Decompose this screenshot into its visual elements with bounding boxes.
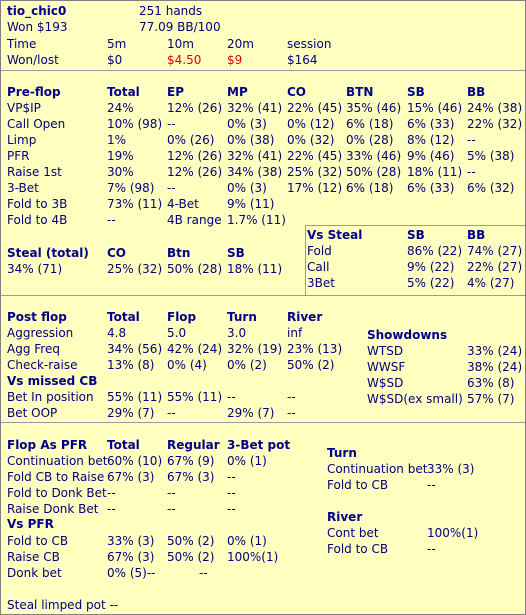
preflop-cell: 30% [107,165,134,179]
flop-pfr-row-label: Continuation bet [7,454,108,468]
preflop-cell: 32% (41) [227,149,283,163]
vs-steal-left-border [305,225,306,295]
flop-pfr-cell: 67% (3) [167,470,215,484]
missed-cb-title: Vs missed CB [7,374,98,388]
flop-pfr-cell: -- [167,502,176,516]
preflop-col-ep: EP [167,85,184,99]
preflop-cell: 6% (33) [407,181,455,195]
flop-pfr-col-total: Total [107,438,140,452]
river-cell: 100%(1) [427,526,479,540]
preflop-row-label: Fold to 4B [7,213,68,227]
flop-pfr-cell: 67% (3) [107,470,155,484]
showdowns-cell: 38% (24) [467,360,523,374]
preflop-cell: 33% (46) [346,149,402,163]
missed-cb-cell: -- [287,406,296,420]
showdowns-cell: 63% (8) [467,376,515,390]
preflop-cell: 25% (32) [287,165,343,179]
showdowns-title: Showdowns [367,328,448,342]
preflop-cell: 0% (12) [287,117,335,131]
vs-pfr-cell: 0% (5)-- [107,566,156,580]
preflop-cell: 9% (11) [227,197,275,211]
postflop-cell: 0% (2) [227,358,267,372]
preflop-cell: 1.7% (11) [227,213,286,227]
flop-pfr-cell: -- [227,470,236,484]
bb-per-100: 77.09 BB/100 [139,20,221,34]
steal-total-value: 34% (71) [7,262,63,276]
postflop-cell: 0% (4) [167,358,207,372]
vs-steal-cell: 86% (22) [407,244,463,258]
preflop-cell: 18% (11) [407,165,463,179]
postflop-row-label: Check-raise [7,358,78,372]
postflop-cell: 42% (24) [167,342,223,356]
steal-total-title: Steal (total) [7,246,89,260]
flop-pfr-cell: 67% (9) [167,454,215,468]
preflop-cell: 0% (3) [227,181,267,195]
postflop-title: Post flop [7,310,67,324]
flop-pfr-cell: 60% (10) [107,454,163,468]
postflop-cell: 32% (19) [227,342,283,356]
preflop-cell: 24% [107,101,134,115]
preflop-cell: 4B range [167,213,222,227]
preflop-col-sb: SB [407,85,425,99]
turn-title: Turn [327,446,357,460]
preflop-cell: 50% (28) [346,165,402,179]
steal-cell: 18% (11) [227,262,283,276]
vs-steal-row-label: Call [307,260,330,274]
preflop-cell: 15% (46) [407,101,463,115]
river-row-label: Fold to CB [327,542,389,556]
missed-cb-cell: 55% (11) [107,390,163,404]
postflop-cell: 50% (2) [287,358,335,372]
postflop-cell: 13% (8) [107,358,155,372]
flop-pfr-row-label: Fold to Donk Bet [7,486,107,500]
preflop-col-btn: BTN [346,85,374,99]
postflop-cell: 34% (56) [107,342,163,356]
postflop-cell: 23% (13) [287,342,343,356]
preflop-col-co: CO [287,85,307,99]
postflop-col-river: River [287,310,323,324]
preflop-cell: 6% (32) [467,181,515,195]
flop-pfr-col-regular: Regular [167,438,220,452]
preflop-cell: -- [107,213,116,227]
steal-cell: 50% (28) [167,262,223,276]
showdowns-row-label: W$SD [367,376,404,390]
wonlost-10m: $4.50 [167,53,202,67]
flop-pfr-cell: -- [227,486,236,500]
flop-pfr-cell: -- [167,486,176,500]
steal-col-co: CO [107,246,127,260]
preflop-cell: 12% (26) [167,165,223,179]
vs-steal-row-label: Fold [307,244,332,258]
postflop-col-turn: Turn [227,310,257,324]
time-col-session: session [287,37,332,51]
time-col-10m: 10m [167,37,194,51]
preflop-cell: 9% (46) [407,149,455,163]
preflop-col-total: Total [107,85,140,99]
preflop-col-bb: BB [467,85,486,99]
vs-steal-row-label: 3Bet [307,276,335,290]
preflop-row-label: VP$IP [7,101,41,115]
preflop-cell: 19% [107,149,134,163]
vs-steal-cell: 4% (27) [467,276,515,290]
vs-steal-col-bb: BB [467,228,486,242]
preflop-cell: 34% (38) [227,165,283,179]
vs-steal-cell: 5% (22) [407,276,455,290]
flop-pfr-row-label: Raise Donk Bet [7,502,99,516]
vs-pfr-cell: -- [199,566,208,580]
steal-col-btn: Btn [167,246,191,260]
postflop-col-total: Total [107,310,140,324]
preflop-cell: 12% (26) [167,149,223,163]
postflop-row-label: Aggression [7,326,74,340]
time-col-5m: 5m [107,37,127,51]
steal-col-sb: SB [227,246,245,260]
flop-pfr-row-label: Fold CB to Raise [7,470,105,484]
preflop-cell: 1% [107,133,127,147]
postflop-cell: 5.0 [167,326,187,340]
flop-pfr-cell: -- [107,502,116,516]
vs-steal-cell: 9% (22) [407,260,455,274]
missed-cb-cell: -- [167,406,176,420]
preflop-divider [1,295,525,296]
preflop-cell: 0% (3) [227,117,267,131]
missed-cb-cell: 29% (7) [107,406,155,420]
player-name: tio_chic0 [7,4,67,18]
flop-pfr-cell: -- [227,502,236,516]
vs-steal-top-border [305,225,525,226]
postflop-col-flop: Flop [167,310,197,324]
missed-cb-row-label: Bet In position [7,390,94,404]
preflop-cell: 17% (12) [287,181,343,195]
preflop-cell: -- [167,181,176,195]
preflop-cell: 4-Bet [167,197,199,211]
wonlost-session: $164 [287,53,318,67]
preflop-row-label: Call Open [7,117,66,131]
time-col-20m: 20m [227,37,254,51]
vs-steal-cell: 22% (27) [467,260,523,274]
turn-row-label: Continuation bet [327,462,428,476]
preflop-cell: 0% (38) [227,133,275,147]
preflop-row-label: Raise 1st [7,165,62,179]
showdowns-cell: 57% (7) [467,392,515,406]
vs-steal-title: Vs Steal [307,228,363,242]
vs-pfr-title: Vs PFR [7,517,54,531]
time-label: Time [7,37,37,51]
preflop-row-label: PFR [7,149,30,163]
vs-pfr-row-label: Donk bet [7,566,62,580]
vs-pfr-row-label: Fold to CB [7,534,69,548]
flop-pfr-col-3bet-pot: 3-Bet pot [227,438,291,452]
vs-pfr-cell: 100%(1) [227,550,279,564]
turn-cell: -- [427,478,436,492]
postflop-divider [1,422,525,423]
preflop-cell: 6% (18) [346,181,394,195]
preflop-title: Pre-flop [7,85,61,99]
river-title: River [327,510,363,524]
river-row-label: Cont bet [327,526,379,540]
vs-pfr-row-label: Raise CB [7,550,60,564]
preflop-cell: 0% (26) [167,133,215,147]
wonlost-5m: $0 [107,53,123,67]
vs-steal-cell: 74% (27) [467,244,523,258]
flop-pfr-cell: -- [107,486,116,500]
wonlost-20m: $9 [227,53,243,67]
preflop-cell: 22% (45) [287,149,343,163]
vs-pfr-cell: 33% (3) [107,534,155,548]
vs-steal-col-sb: SB [407,228,425,242]
postflop-cell: inf [287,326,303,340]
preflop-cell: 6% (18) [346,117,394,131]
preflop-col-mp: MP [227,85,248,99]
preflop-cell: 22% (45) [287,101,343,115]
showdowns-row-label: WWSF [367,360,406,374]
showdowns-row-label: W$SD(ex small) [367,392,463,406]
preflop-cell: 12% (26) [167,101,223,115]
preflop-cell: 5% (38) [467,149,515,163]
vs-pfr-cell: 50% (2) [167,550,215,564]
missed-cb-cell: -- [227,390,236,404]
header-divider [1,70,525,71]
preflop-cell: 73% (11) [107,197,163,211]
vs-pfr-cell: 67% (3) [107,550,155,564]
preflop-cell: -- [467,133,476,147]
preflop-cell: 0% (28) [346,133,394,147]
preflop-row-label: Fold to 3B [7,197,68,211]
hands-count: 251 hands [139,4,203,18]
missed-cb-cell: 29% (7) [227,406,275,420]
preflop-cell: 8% (12) [407,133,455,147]
preflop-cell: -- [467,165,476,179]
preflop-cell: 32% (41) [227,101,283,115]
vs-pfr-cell: 50% (2) [167,534,215,548]
postflop-row-label: Agg Freq [7,342,60,356]
river-cell: -- [427,542,436,556]
steal-cell: 25% (32) [107,262,163,276]
postflop-cell: 3.0 [227,326,247,340]
vs-pfr-cell: 0% (1) [227,534,267,548]
preflop-cell: -- [167,117,176,131]
wonlost-label: Won/lost [7,53,59,67]
showdowns-cell: 33% (24) [467,344,523,358]
missed-cb-row-label: Bet OOP [7,406,58,420]
turn-row-label: Fold to CB [327,478,389,492]
showdowns-row-label: WTSD [367,344,404,358]
preflop-cell: 7% (98) [107,181,155,195]
preflop-cell: 35% (46) [346,101,402,115]
preflop-cell: 10% (98) [107,117,163,131]
preflop-cell: 6% (33) [407,117,455,131]
preflop-cell: 24% (38) [467,101,523,115]
flop-pfr-title: Flop As PFR [7,438,88,452]
flop-pfr-cell: 0% (1) [227,454,267,468]
preflop-row-label: Limp [7,133,37,147]
won-amount: Won $193 [7,20,68,34]
preflop-cell: 0% (32) [287,133,335,147]
turn-cell: 33% (3) [427,462,475,476]
preflop-row-label: 3-Bet [7,181,39,195]
postflop-cell: 4.8 [107,326,127,340]
missed-cb-cell: -- [287,390,296,404]
preflop-cell: 22% (32) [467,117,523,131]
missed-cb-cell: 55% (11) [167,390,223,404]
steal-limped-pot: Steal limped pot -- [7,598,119,612]
